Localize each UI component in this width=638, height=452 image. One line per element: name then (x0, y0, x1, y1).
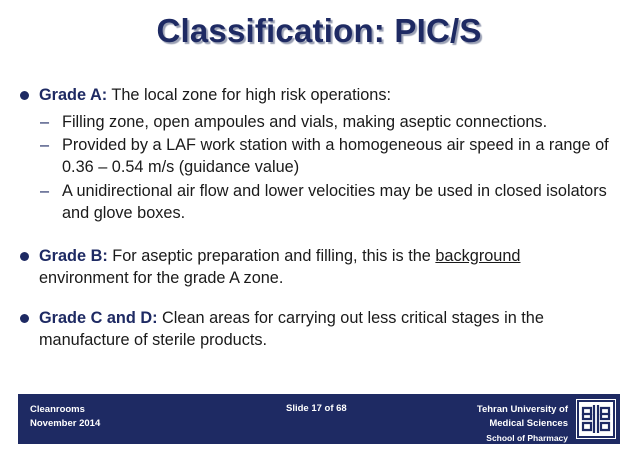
institution-line1: Tehran University of (476, 404, 568, 415)
footer-institution (477, 403, 568, 445)
footer-bar (18, 394, 620, 444)
bullet-text: For aseptic preparation and filling, this is the (107, 247, 436, 265)
title-area (0, 12, 638, 50)
bullet-label: Grade C and D: (39, 309, 158, 327)
sub-item-text: A unidirectional air flow and lower velocities may be used in closed isolators and glove boxes. (62, 182, 607, 222)
bullet-dot (20, 314, 29, 323)
institution-line2: Medical Sciences (489, 418, 568, 429)
bullet-grade-a (20, 84, 610, 106)
underlined-word: background (435, 247, 521, 265)
sub-item (40, 134, 615, 178)
dash-marker: – (40, 113, 50, 131)
dash-marker: – (40, 136, 50, 154)
footer-course: Cleanrooms (30, 404, 85, 415)
bullet-text: Clean areas for carrying out less critical stages in the manufacture of sterile products. (39, 309, 544, 349)
bullet-dot (20, 91, 29, 100)
sub-item-text: Filling zone, open ampoules and vials, making aseptic connections. (62, 113, 548, 131)
bullet-grade-c-d (20, 307, 610, 351)
slide-number: Slide 17 of 68 (286, 403, 347, 414)
bullet-text: The local zone for high risk operations: (107, 86, 392, 104)
institution-line3: School of Pharmacy (486, 433, 568, 443)
dash-marker: – (40, 182, 50, 200)
bullet-dot (20, 252, 29, 261)
slide-title: Classification: PIC/S (156, 12, 482, 49)
university-logo-icon (576, 399, 616, 439)
sub-item (40, 111, 615, 133)
bullet-label: Grade B: (39, 247, 108, 265)
footer-left (30, 403, 100, 431)
sub-item (40, 180, 615, 224)
footer-date: November 2014 (30, 418, 101, 429)
bullet-grade-b (20, 245, 610, 289)
bullet-text: environment for the grade A zone. (39, 269, 284, 287)
bullet-label: Grade A: (39, 86, 108, 104)
sub-item-text: Provided by a LAF work station with a homogeneous air speed in a range of 0.36 – 0.54 m/s (guidance value) (62, 136, 609, 176)
